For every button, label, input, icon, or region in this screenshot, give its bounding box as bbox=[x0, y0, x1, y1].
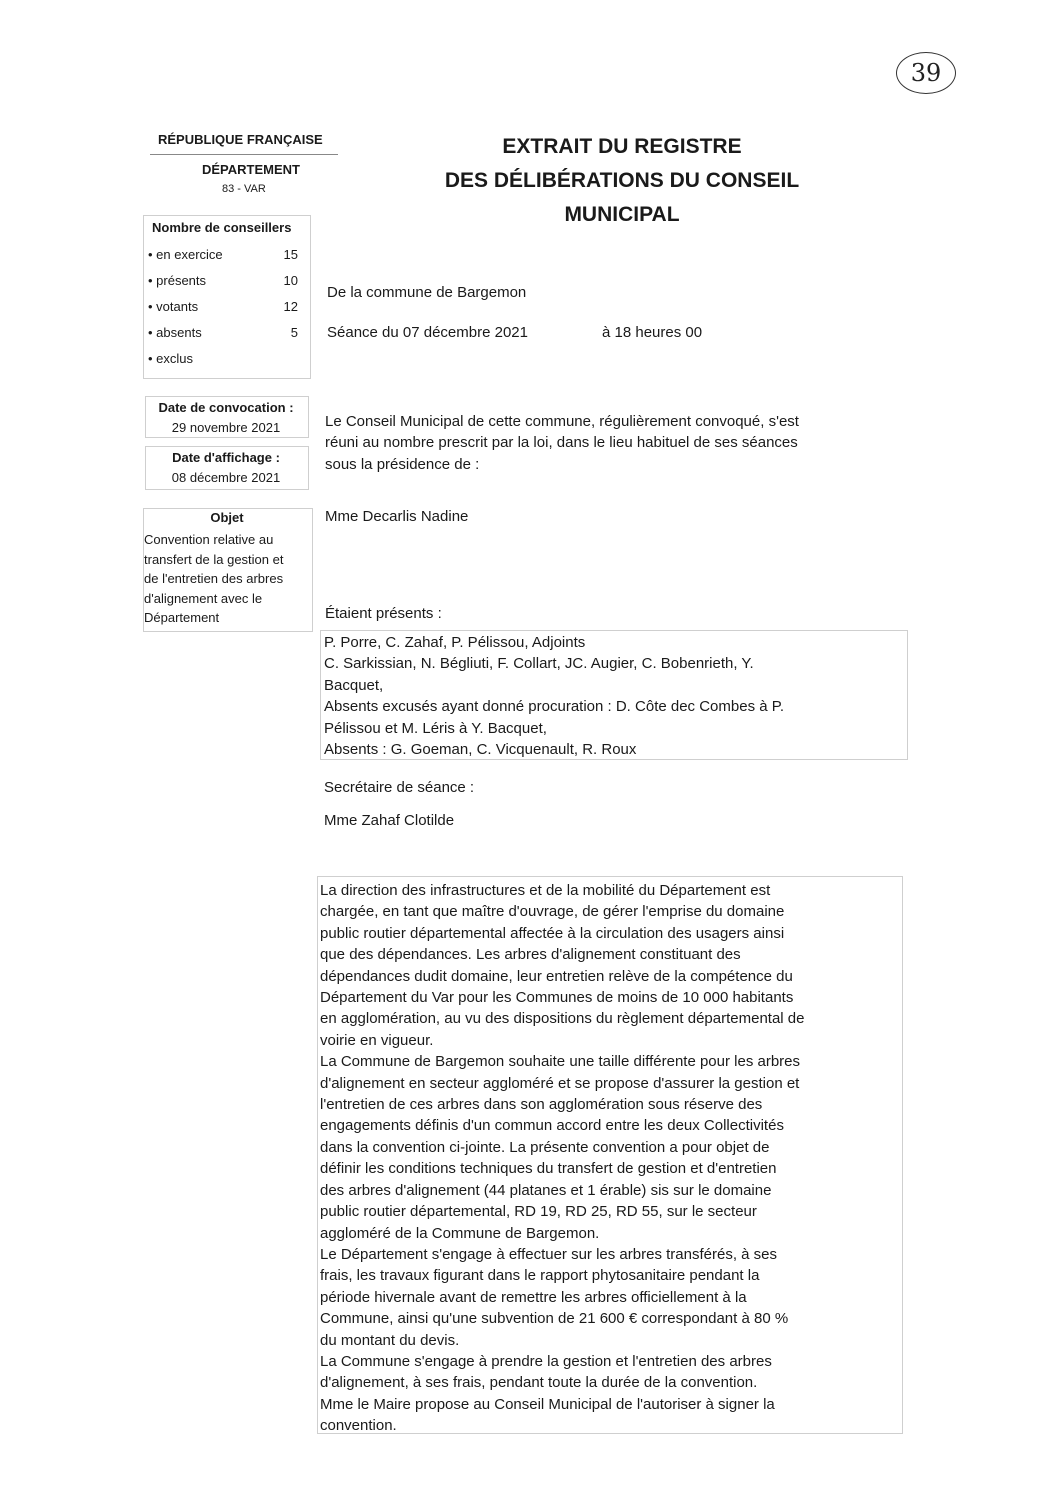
commune-name: De la commune de Bargemon bbox=[327, 284, 527, 301]
presents-line: C. Sarkissian, N. Bégliuti, F. Collart, JC. Augier, C. Bobenrieth, Y. bbox=[324, 655, 754, 673]
count-label: • en exercice bbox=[148, 247, 223, 262]
count-value: 12 bbox=[283, 299, 298, 314]
title-line-2: DES DÉLIBÉRATIONS DU CONSEIL bbox=[444, 169, 800, 192]
deliberation-line: des arbres d'alignement (44 platanes et 1 érable) sis sur le domaine bbox=[320, 1181, 772, 1199]
deliberation-line: La Commune s'engage à prendre la gestion et l'entretien des arbres bbox=[320, 1352, 772, 1370]
convocation-label: Date de convocation : bbox=[158, 400, 294, 415]
deliberation-line: Département du Var pour les Communes de moins de 10 000 habitants bbox=[320, 989, 794, 1007]
objet-text bbox=[144, 530, 314, 628]
deliberation-line: dans la convention ci-jointe. La présente convention a pour objet de bbox=[320, 1138, 770, 1156]
objet-line: Convention relative au bbox=[144, 532, 274, 547]
deliberation-line: Le Département s'engage à effectuer sur les arbres transférés, à ses bbox=[320, 1245, 778, 1263]
deliberation-line: Mme le Maire propose au Conseil Municipal de l'autoriser à signer la bbox=[320, 1395, 775, 1413]
intro-line: Le Conseil Municipal de cette commune, régulièrement convoqué, s'est bbox=[325, 413, 799, 430]
secretaire-label: Secrétaire de séance : bbox=[324, 779, 475, 796]
objet-line: de l'entretien des arbres bbox=[144, 571, 284, 586]
objet-line: Département bbox=[144, 610, 220, 625]
deliberation-line: engagements définis d'un commun accord entre les deux Collectivités bbox=[320, 1117, 784, 1135]
deliberation-line: convention. bbox=[320, 1417, 397, 1435]
affichage-date: 08 décembre 2021 bbox=[171, 470, 281, 485]
count-label: • exclus bbox=[148, 351, 194, 366]
objet-line: transfert de la gestion et bbox=[144, 551, 284, 567]
count-label: • votants bbox=[148, 299, 199, 314]
deliberation-line: chargée, en tant que maître d'ouvrage, de gérer l'emprise du domaine bbox=[320, 903, 785, 921]
title-line-3: MUNICIPAL bbox=[564, 203, 680, 226]
title-line-1: EXTRAIT DU REGISTRE bbox=[502, 135, 742, 158]
intro-line: sous la présidence de : bbox=[325, 455, 480, 473]
deliberation-line: Commune, ainsi qu'une subvention de 21 600 € correspondant à 80 % bbox=[320, 1310, 789, 1328]
deliberation-line: voirie en vigueur. bbox=[320, 1031, 434, 1049]
deliberation-line: d'alignement, à ses frais, pendant toute la durée de la convention. bbox=[320, 1374, 758, 1392]
presents-line: P. Porre, C. Zahaf, P. Pélissou, Adjoints bbox=[324, 634, 586, 651]
seance-date: Séance du 07 décembre 2021 bbox=[327, 324, 528, 341]
presents-label: Étaient présents : bbox=[325, 605, 442, 622]
secretaire-name: Mme Zahaf Clotilde bbox=[324, 812, 455, 829]
president-name: Mme Decarlis Nadine bbox=[325, 508, 469, 525]
department-label: DÉPARTEMENT bbox=[202, 162, 300, 177]
deliberation-line: aggloméré de la Commune de Bargemon. bbox=[320, 1224, 600, 1242]
intro-paragraph bbox=[325, 411, 799, 475]
deliberation-line: dépendances dudit domaine, leur entretien relève de la compétence du bbox=[320, 967, 793, 985]
count-label: • présents bbox=[148, 273, 207, 288]
department-value: 83 - VAR bbox=[222, 183, 266, 195]
presents-line: Absents : G. Goeman, C. Vicquenault, R. Roux bbox=[324, 741, 637, 759]
intro-line: réuni au nombre prescrit par la loi, dans le lieu habituel de ses séances bbox=[325, 434, 798, 452]
count-value: 5 bbox=[290, 325, 298, 340]
seance-time: à 18 heures 00 bbox=[602, 324, 703, 341]
council-counts-title: Nombre de conseillers bbox=[152, 220, 292, 235]
page-number-stamp: 39 bbox=[896, 52, 956, 94]
presents-line: Pélissou et M. Léris à Y. Bacquet, bbox=[324, 719, 547, 737]
count-label: • absents bbox=[148, 325, 202, 340]
deliberation-line: La Commune de Bargemon souhaite une taille différente pour les arbres bbox=[320, 1053, 801, 1071]
document-title bbox=[400, 130, 844, 232]
objet-line: d'alignement avec le bbox=[144, 590, 263, 606]
presents-list bbox=[324, 632, 784, 760]
affichage-label: Date d'affichage : bbox=[172, 450, 280, 465]
deliberation-line: La direction des infrastructures et de la mobilité du Département est bbox=[320, 882, 771, 899]
deliberation-line: l'entretien de ces arbres dans son agglomération sous réserve des bbox=[320, 1096, 763, 1114]
presents-line: Absents excusés ayant donné procuration : D. Côte dec Combes à P. bbox=[324, 698, 784, 716]
deliberation-line: public routier départemental affectée à la circulation des usagers ainsi bbox=[320, 924, 785, 942]
count-value: 15 bbox=[283, 247, 298, 262]
presents-line: Bacquet, bbox=[324, 676, 384, 694]
objet-label: Objet bbox=[210, 510, 244, 525]
deliberation-line: public routier départemental, RD 19, RD 25, RD 55, sur le secteur bbox=[320, 1203, 757, 1221]
deliberation-line: définir les conditions techniques du transfert de gestion et d'entretien bbox=[320, 1160, 777, 1178]
deliberation-line: période hivernale avant de remettre les arbres officiellement à la bbox=[320, 1288, 747, 1306]
deliberation-line: en agglomération, au vu des dispositions du règlement départemental de bbox=[320, 1010, 805, 1028]
deliberation-line: que des dépendances. Les arbres d'alignement constituant des bbox=[320, 946, 741, 964]
deliberation-line: d'alignement en secteur aggloméré et se propose d'assurer la gestion et bbox=[320, 1074, 800, 1092]
convocation-date: 29 novembre 2021 bbox=[171, 420, 281, 435]
header-divider bbox=[150, 154, 338, 155]
count-value: 10 bbox=[283, 273, 298, 288]
deliberation-text bbox=[320, 880, 910, 1437]
deliberation-line: frais, les travaux figurant dans le rapport phytosanitaire pendant la bbox=[320, 1267, 760, 1285]
republic-label: RÉPUBLIQUE FRANÇAISE bbox=[158, 132, 323, 147]
deliberation-line: du montant du devis. bbox=[320, 1331, 460, 1349]
